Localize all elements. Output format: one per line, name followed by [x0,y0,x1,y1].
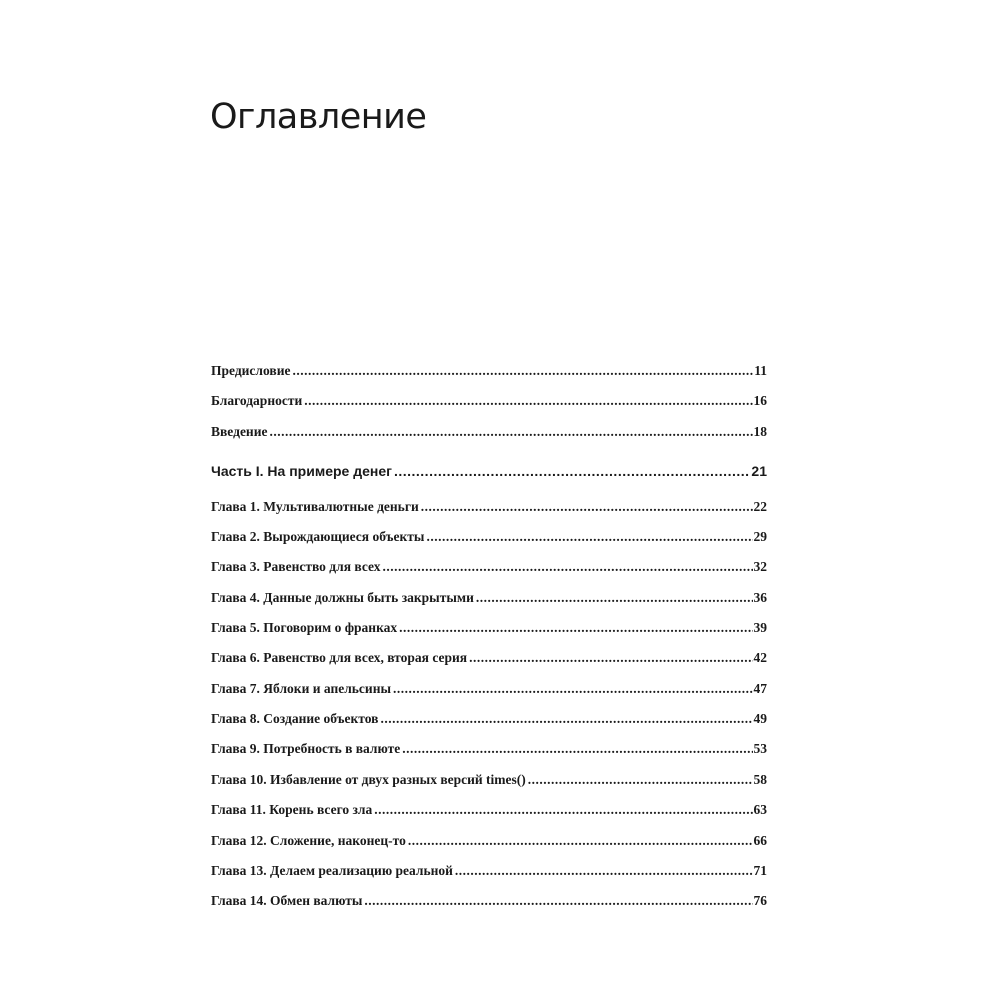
dot-leader [304,393,752,409]
toc-entry-title: Глава 12. Сложение, наконец-то [211,833,406,848]
toc-entry-page: 58 [753,772,767,787]
toc-entry-title: Глава 6. Равенство для всех, вторая серия [211,650,468,665]
toc-entry-title: Глава 3. Равенство для всех [211,559,381,574]
toc-part-title: Часть I. На примере денег [211,463,392,479]
toc-chapter-14 [211,893,767,909]
dot-leader [382,559,752,575]
page-title: Оглавление [210,97,427,137]
toc-entry-title: Глава 7. Яблоки и апельсины [211,681,392,696]
toc-entry-page: 47 [753,681,767,696]
dot-leader [469,650,752,666]
dot-leader [455,863,753,879]
toc-entry-page: 29 [753,529,767,544]
toc-chapter-9 [211,741,767,757]
dot-leader [374,802,752,818]
toc-entry-page: 66 [753,833,767,848]
toc-entry-page: 42 [753,650,767,665]
toc-entry-title: Глава 9. Потребность в валюте [211,741,401,756]
toc-chapter-10 [211,772,767,788]
toc-entry-page: 11 [754,363,767,378]
toc-chapter-4 [211,590,767,606]
toc-entry-acknowledgements [211,393,767,409]
toc-chapter-3 [211,559,767,575]
dot-leader [399,620,752,636]
toc-entry-introduction [211,424,767,440]
toc-entry-page: 36 [753,590,767,605]
toc-entry-page: 71 [753,863,767,878]
toc-entry-title: Благодарности [211,393,303,408]
dot-leader [426,529,752,545]
dot-leader [393,681,752,697]
toc-chapter-13 [211,863,767,879]
toc-chapter-1 [211,499,767,515]
dot-leader [528,772,753,788]
toc-entry-page: 22 [753,499,767,514]
toc-entry-title: Введение [211,424,268,439]
dot-leader [476,590,753,606]
toc-entry-title: Предисловие [211,363,291,378]
toc-entry-page: 63 [753,802,767,817]
toc-entry-title: Глава 11. Корень всего зла [211,802,373,817]
toc-entry-title: Глава 10. Избавление от двух разных версий times() [211,772,526,787]
dot-leader [394,463,750,479]
toc-entry-page: 39 [753,620,767,635]
toc-entry-title: Глава 5. Поговорим о франках [211,620,398,635]
toc-entry-page: 18 [753,424,767,439]
toc-entry-page: 76 [753,893,767,908]
toc-chapter-2 [211,529,767,545]
toc-part-page: 21 [751,463,767,479]
dot-leader [292,363,753,379]
toc-entry-title: Глава 1. Мультивалютные деньги [211,499,419,514]
dot-leader [408,833,753,849]
toc-entry-page: 53 [753,741,767,756]
table-of-contents [211,0,767,1000]
toc-entry-page: 49 [753,711,767,726]
toc-entry-title: Глава 13. Делаем реализацию реальной [211,863,453,878]
toc-chapter-12 [211,833,767,849]
toc-chapter-5 [211,620,767,636]
toc-entry-preface [211,363,767,379]
toc-chapter-7 [211,681,767,697]
toc-entry-title: Глава 8. Создание объектов [211,711,379,726]
toc-part-heading [211,463,767,479]
toc-entry-title: Глава 4. Данные должны быть закрытыми [211,590,474,605]
toc-entry-page: 32 [753,559,767,574]
dot-leader [364,893,752,909]
dot-leader [269,424,752,440]
toc-chapter-6 [211,650,767,666]
toc-entry-title: Глава 14. Обмен валюты [211,893,363,908]
toc-chapter-11 [211,802,767,818]
dot-leader [421,499,753,515]
toc-chapter-8 [211,711,767,727]
dot-leader [380,711,752,727]
dot-leader [402,741,752,757]
toc-entry-title: Глава 2. Вырождающиеся объекты [211,529,425,544]
toc-entry-page: 16 [753,393,767,408]
